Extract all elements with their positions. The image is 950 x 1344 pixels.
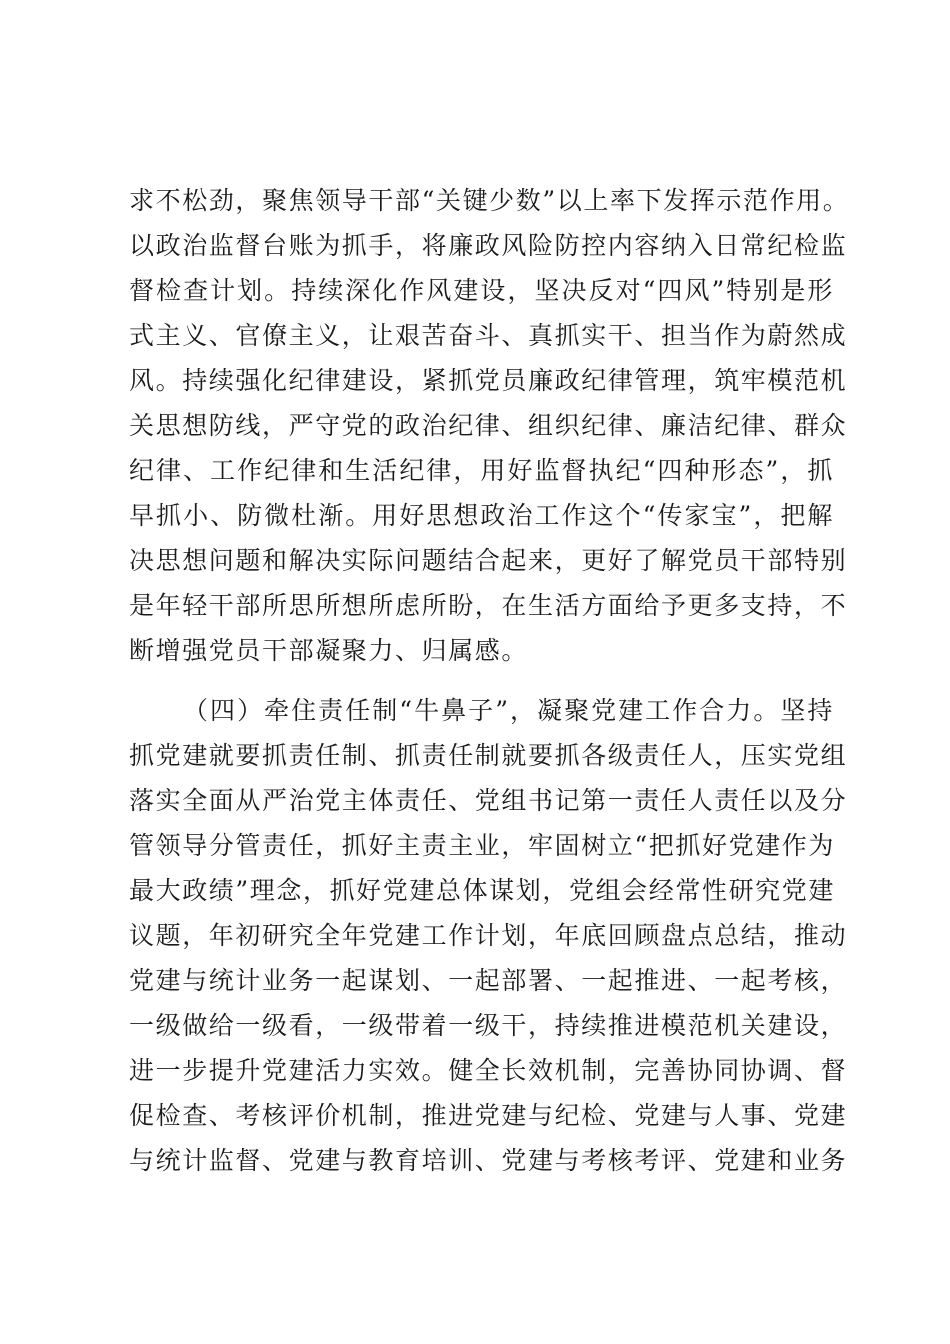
text-line: 落实全面从严治党主体责任、党组书记第一责任人责任以及分 [129,786,848,815]
text-line: 促检查、考核评价机制，推进党建与纪检、党建与人事、党建 [129,1101,848,1130]
text-line: 以政治监督台账为抓手，将廉政风险防控内容纳入日常纪检监 [129,231,848,260]
text-line: 断增强党员干部凝聚力、归属感。 [129,636,529,665]
text-line: 一级做给一级看，一级带着一级干，持续推进模范机关建设， [129,1011,848,1040]
paragraph-responsibility [129,688,848,1183]
text-line: 督检查计划。持续深化作风建设，坚决反对“四风”特别是形 [129,276,834,305]
text-line: 纪律、工作纪律和生活纪律，用好监督执纪“四种形态”，抓 [129,456,834,485]
text-line: 决思想问题和解决实际问题结合起来，更好了解党员干部特别 [129,546,848,575]
section-heading-line: （四）牵住责任制“牛鼻子”，凝聚党建工作合力。坚持 [183,696,834,725]
text-line: 抓党建就要抓责任制、抓责任制就要抓各级责任人，压实党组 [129,741,848,770]
text-line: 管领导分管责任，抓好主责主业，牢固树立“把抓好党建作为 [129,831,835,860]
text-line: 早抓小、防微杜渐。用好思想政治工作这个“传家宝”，把解 [129,501,834,530]
text-line: 风。持续强化纪律建设，紧抓党员廉政纪律管理，筑牢模范机 [129,366,848,395]
text-line: 关思想防线，严守党的政治纪律、组织纪律、廉洁纪律、群众 [129,411,848,440]
text-line: 求不松劲，聚焦领导干部“关键少数”以上率下发挥示范作用。 [129,186,850,215]
document-body [129,178,850,1183]
paragraph-spacer [129,673,834,688]
text-line: 进一步提升党建活力实效。健全长效机制，完善协同协调、督 [129,1056,848,1085]
text-line: 最大政绩”理念，抓好党建总体谋划，党组会经常性研究党建 [129,876,835,905]
text-line: 议题，年初研究全年党建工作计划，年底回顾盘点总结，推动 [129,921,848,950]
text-line: 是年轻干部所思所想所虑所盼，在生活方面给予更多支持，不 [129,591,848,620]
text-line: 与统计监督、党建与教育培训、党建与考核考评、党建和业务 [129,1146,848,1175]
text-line: 式主义、官僚主义，让艰苦奋斗、真抓实干、担当作为蔚然成 [129,321,848,350]
paragraph-discipline [129,178,850,673]
text-line: 党建与统计业务一起谋划、一起部署、一起推进、一起考核， [129,966,848,995]
